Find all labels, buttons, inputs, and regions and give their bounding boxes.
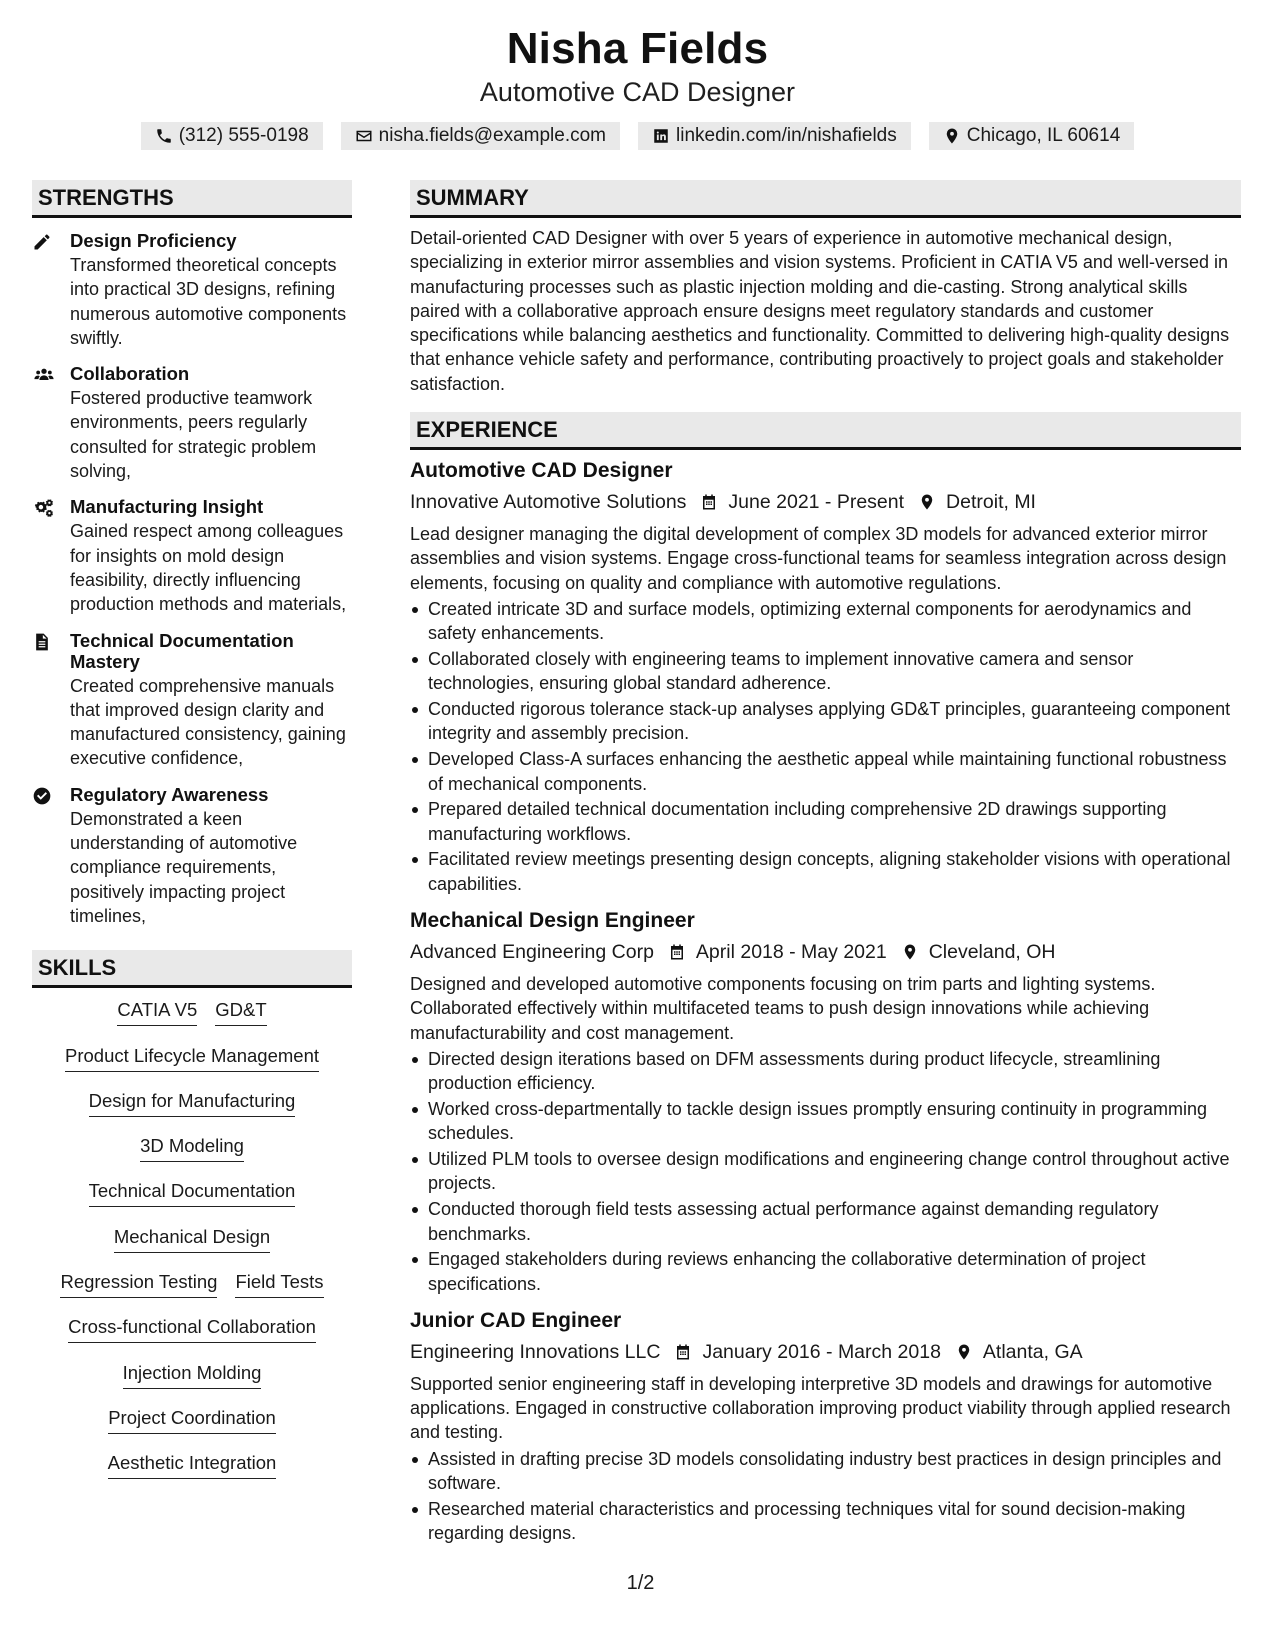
map-pin-icon: [901, 942, 919, 962]
page-number: [0, 1572, 1275, 1595]
contact-location: [929, 122, 1135, 150]
job-dates: April 2018 - May 2021: [695, 941, 887, 964]
envelope-icon: [355, 127, 373, 145]
strength-item: [32, 784, 352, 928]
gears-icon: [32, 498, 56, 518]
strength-item: [32, 363, 352, 483]
job-meta: [410, 1337, 1241, 1367]
contact-phone: [141, 122, 323, 150]
map-pin-icon: [918, 492, 936, 512]
skill-tag: Product Lifecycle Management: [65, 1044, 319, 1072]
bullet-item: Conducted thorough field tests assessing actual performance against demanding regulatory benchmarks.: [410, 1197, 1241, 1246]
job-entry: [410, 1308, 1241, 1546]
strength-desc: Gained respect among colleagues for insights on mold design feasibility, directly influencing production methods and materials,: [70, 521, 347, 615]
job-company: Innovative Automotive Solutions: [410, 491, 687, 514]
skill-tag: 3D Modeling: [140, 1134, 244, 1162]
map-pin-icon: [955, 1342, 973, 1362]
strength-title: Regulatory Awareness: [70, 783, 269, 805]
skill-tag: Design for Manufacturing: [89, 1089, 296, 1117]
job-location: Detroit, MI: [946, 491, 1036, 514]
bullet-item: Prepared detailed technical documentation including comprehensive 2D drawings supporting manufacturing workflows.: [410, 797, 1241, 846]
experience-heading: EXPERIENCE: [410, 412, 1241, 450]
skills-heading: SKILLS: [32, 950, 352, 988]
strength-desc: Fostered productive teamwork environments, peers regularly consulted for strategic problem solving,: [70, 388, 317, 482]
page-number-text: 1/2: [626, 1572, 655, 1594]
strength-item: [32, 230, 352, 350]
bullet-item: Worked cross-departmentally to tackle design issues promptly ensuring continuity in programming schedules.: [410, 1097, 1241, 1146]
job-description: Supported senior engineering staff in developing interpretive 3D models and drawings for automotive applications. Engaged in constructive collaboration improving product viability through applied research and testing.: [410, 1373, 1231, 1443]
strength-title: Technical Documentation Mastery: [70, 629, 294, 672]
calendar-icon: [700, 492, 718, 512]
skill-tag: Cross-functional Collaboration: [68, 1315, 316, 1343]
candidate-title: Automotive CAD Designer: [479, 77, 796, 107]
job-role: Automotive CAD Designer: [410, 459, 673, 483]
skill-tag: CATIA V5: [117, 998, 197, 1026]
job-bullets: [410, 597, 1241, 896]
strength-desc: Demonstrated a keen understanding of automotive compliance requirements, positively impacting project timelines,: [70, 808, 298, 926]
job-location: Atlanta, GA: [982, 1340, 1083, 1363]
users-icon: [32, 365, 56, 385]
job-dates: January 2016 - March 2018: [702, 1340, 941, 1363]
bullet-item: Directed design iterations based on DFM assessments during product lifecycle, streamlining production efficiency.: [410, 1047, 1241, 1096]
summary-text: Detail-oriented CAD Designer with over 5 years of experience in automotive mechanical design, specializing in exterior mirror assemblies and vision systems. Proficient in CATIA V5 and well-versed in manufacturing processes such as plastic injection molding and die-casting. Strong analytical skills paired with a collaborative approach ensure designs meet regulatory standards and customer specifications while balancing aesthetics and functionality. Committed to delivering high-quality designs that enhance vehicle safety and performance, contributing proactively to project goals and stakeholder satisfaction.: [410, 228, 1230, 394]
resume-body: [32, 180, 1241, 1547]
job-company: Engineering Innovations LLC: [410, 1340, 661, 1363]
skills-list: [32, 998, 352, 1496]
check-circle-icon: [32, 786, 52, 806]
contact-location-text: Chicago, IL 60614: [966, 125, 1121, 146]
contact-phone-text: (312) 555-0198: [178, 125, 309, 146]
strength-desc: Created comprehensive manuals that improved design clarity and manufactured consistency, gaining executive confidence,: [70, 675, 346, 769]
pencil-icon: [32, 232, 52, 252]
job-company: Advanced Engineering Corp: [410, 941, 654, 964]
document-icon: [32, 632, 52, 652]
bullet-item: Assisted in drafting precise 3D models consolidating industry best practices in design principles and software.: [410, 1447, 1241, 1496]
strength-item: [32, 630, 352, 771]
bullet-item: Researched material characteristics and processing techniques vital for sound decision-making regarding designs.: [410, 1497, 1241, 1546]
map-pin-icon: [943, 127, 961, 145]
bullet-item: Engaged stakeholders during reviews enhancing the collaborative determination of project specifications.: [410, 1247, 1241, 1296]
linkedin-icon: [652, 127, 670, 145]
calendar-icon: [668, 942, 686, 962]
left-column: [32, 180, 352, 1547]
bullet-item: Facilitated review meetings presenting design concepts, aligning stakeholder visions with operational capabilities.: [410, 847, 1241, 896]
strength-title: Design Proficiency: [70, 230, 237, 251]
skill-tag: Injection Molding: [123, 1361, 262, 1389]
job-entry: [410, 908, 1241, 1296]
job-location: Cleveland, OH: [928, 941, 1056, 964]
strength-title: Manufacturing Insight: [70, 496, 264, 518]
job-description: Designed and developed automotive components focusing on trim parts and lighting systems. Collaborated effectively within multifaceted teams to push design innovations while achieving manufacturability and cost management.: [410, 974, 1156, 1043]
bullet-item: Developed Class-A surfaces enhancing the aesthetic appeal while maintaining functional robustness of mechanical components.: [410, 747, 1241, 796]
contact-email[interactable]: [341, 122, 620, 150]
job-description: Lead designer managing the digital development of complex 3D models for advanced exterior mirror assemblies and vision systems. Engage cross-functional teams for seamless integration across design elements, focusing on quality and compliance with automotive regulations.: [410, 524, 1227, 593]
bullet-item: Utilized PLM tools to oversee design modifications and engineering change control throughout active projects.: [410, 1147, 1241, 1196]
skill-tag: Project Coordination: [108, 1406, 276, 1434]
strength-item: [32, 496, 352, 616]
skill-tag: GD&T: [215, 998, 266, 1026]
bullet-item: Created intricate 3D and surface models, optimizing external components for aerodynamics and safety enhancements.: [410, 597, 1241, 646]
resume-header: [0, 0, 1275, 150]
job-bullets: [410, 1047, 1241, 1296]
bullet-item: Conducted rigorous tolerance stack-up analyses applying GD&T principles, guaranteeing component integrity and assembly precision.: [410, 697, 1241, 746]
phone-icon: [155, 127, 173, 145]
contact-linkedin-text: linkedin.com/in/nishafields: [676, 125, 897, 146]
job-meta: [410, 487, 1241, 517]
job-role: Mechanical Design Engineer: [410, 909, 695, 933]
summary-heading: SUMMARY: [410, 180, 1241, 218]
job-entry: [410, 458, 1241, 896]
job-role: Junior CAD Engineer: [410, 1308, 622, 1332]
skill-tag: Aesthetic Integration: [108, 1451, 277, 1479]
contact-linkedin[interactable]: [638, 122, 911, 150]
calendar-icon: [674, 1342, 692, 1362]
job-meta: [410, 937, 1241, 967]
bullet-item: Collaborated closely with engineering teams to implement innovative camera and sensor technologies, ensuring global standard adherence.: [410, 647, 1241, 696]
contact-row: [0, 122, 1275, 150]
skill-tag: Technical Documentation: [89, 1179, 296, 1207]
skill-tag: Field Tests: [235, 1270, 323, 1298]
candidate-name: Nisha Fields: [506, 24, 769, 73]
contact-email-text: nisha.fields@example.com: [378, 125, 606, 146]
strength-desc: Transformed theoretical concepts into practical 3D designs, refining numerous automotive components swiftly.: [70, 255, 347, 348]
skill-tag: Mechanical Design: [114, 1225, 270, 1253]
strengths-heading: STRENGTHS: [32, 180, 352, 218]
skill-tag: Regression Testing: [60, 1270, 217, 1298]
job-dates: June 2021 - Present: [728, 491, 905, 514]
strengths-list: [32, 230, 352, 928]
job-bullets: [410, 1447, 1241, 1546]
right-column: [410, 180, 1241, 1547]
strength-title: Collaboration: [70, 363, 190, 385]
